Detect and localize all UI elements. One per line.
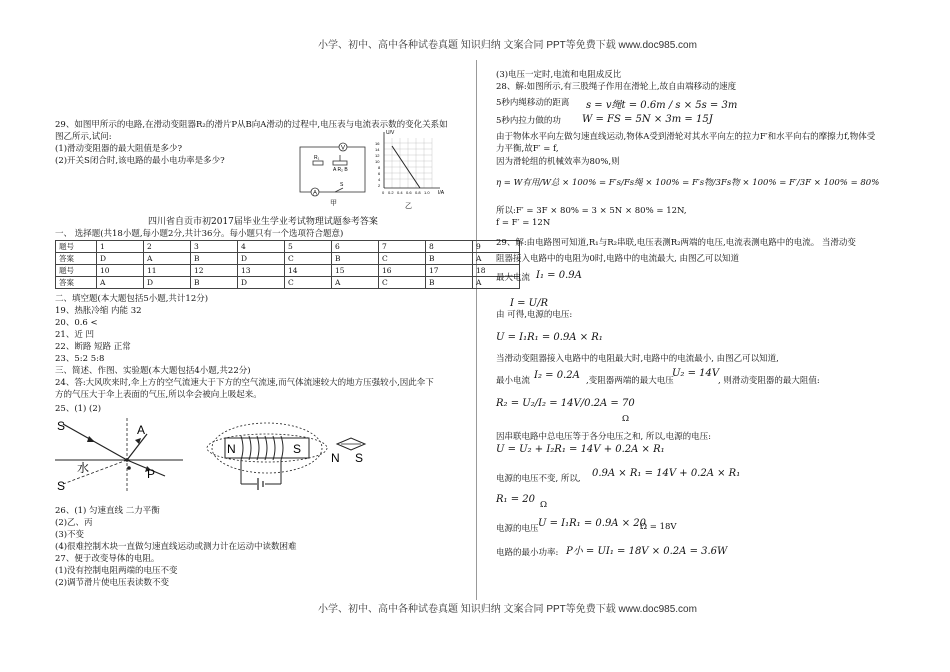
- table-cell: A: [97, 277, 144, 289]
- fig-jia-label: 甲: [330, 199, 337, 207]
- circuit-diagram: [295, 135, 375, 205]
- right-line-11: 29、解:由电路图可知道,R₁与R₂串联,电压表测R₂两端的电压,电流表测电路中的电流。 当滑动变: [496, 238, 856, 248]
- right-formula-22: R₁ = 20: [496, 494, 535, 505]
- y-tick: 16: [375, 141, 380, 146]
- right-formula-14: I = U/R: [510, 298, 549, 309]
- x-tick: 0.4: [397, 190, 403, 195]
- right-line-23: 电源的电压: [496, 524, 539, 534]
- right-formula-24: P小 = UI₁ = 18V × 0.2A = 3.6W: [566, 546, 728, 557]
- table-cell: 11: [144, 265, 191, 277]
- x-tick: 0.8: [415, 190, 421, 195]
- table-cell: 2: [144, 241, 191, 253]
- right-line-17b: ,变阻器两端的最大电压: [586, 376, 674, 386]
- answer-23: 23、5:2 5:8: [55, 354, 105, 364]
- table-cell: C: [285, 277, 332, 289]
- right-line-24: 电路的最小功率:: [496, 548, 559, 558]
- right-line-4: 5秒内拉力做的功: [496, 116, 561, 126]
- right-line-21: 电源的电压不变, 所以,: [496, 474, 581, 484]
- q29-line-3: (1)滑动变阻器的最大阻值是多少?: [55, 144, 183, 154]
- table-cell: 14: [285, 265, 332, 277]
- fill-in-heading: 二、填空题(本大题包括5小题,共计12分): [55, 294, 209, 304]
- table-cell: 12: [191, 265, 238, 277]
- answer-26-2: (2)乙、丙: [55, 518, 93, 528]
- q29-line-2: 图乙所示,试问:: [55, 132, 112, 142]
- label-s3: S: [293, 442, 302, 456]
- answer-26-4: (4)很难控制木块一直做匀速直线运动或测力计在运动中读数困难: [55, 542, 297, 552]
- answer-24-line-1: 24、答:大风吹来时,伞上方的空气流速大于下方的空气流速,而气体流速较大的地方压强较小,因此伞下: [55, 378, 434, 388]
- table-cell: A: [332, 277, 379, 289]
- page-header: 小学、初中、高中各种试卷真题 知识归纳 文案合同 PPT等免费下载 www.doc985.com: [318, 40, 697, 51]
- table-cell: 6: [332, 241, 379, 253]
- answer-26-3: (3)不变: [55, 530, 85, 540]
- answer-27-2: (2)调节滑片使电压表读数不变: [55, 578, 170, 588]
- answer-22: 22、断路 短路 正常: [55, 342, 131, 352]
- table-cell: 3: [191, 241, 238, 253]
- graph-ylabel: U/V: [386, 130, 395, 136]
- table-cell: A: [473, 277, 520, 289]
- right-line-19: 因串联电路中总电压等于各分电压之和, 所以,电源的电压:: [496, 432, 711, 442]
- q29-line-1: 29、如图甲所示的电路,在滑动变阻器R₂的滑片P从B向A滑动的过程中,电压表与电流表示数的变化关系如: [55, 120, 448, 130]
- table-cell: A: [144, 253, 191, 265]
- table-row: [56, 253, 520, 265]
- right-unit-18: Ω: [622, 414, 630, 424]
- section-3-heading: 三、简述、作图、实验题(本大题包括4小题,共22分): [55, 366, 251, 376]
- table-cell: B: [191, 277, 238, 289]
- answer-24-line-2: 方的气压大于伞上表面的气压,所以伞会被向上吸起来。: [55, 390, 262, 400]
- right-unit-23: Ω = 18V: [640, 522, 677, 532]
- answer-title: 四川省自贡市初2017届毕业生学业考试物理试题参考答案: [148, 217, 378, 227]
- table-cell: 题号: [56, 241, 97, 253]
- table-cell: C: [379, 253, 426, 265]
- q29-line-4: (2)开关S闭合时,该电路的最小电功率是多少?: [55, 156, 225, 166]
- label-water: 水: [77, 461, 90, 475]
- right-formula-8: η = W有用/W总 × 100% = F′s/Fs绳 × 100% = F′s物/3Fs物 × 100% = F′/3F × 100% = 80%: [496, 178, 880, 188]
- y-tick: 6: [378, 171, 381, 176]
- table-cell: 10: [97, 265, 144, 277]
- y-tick: 10: [375, 159, 380, 164]
- label-s2: S: [57, 479, 66, 493]
- right-formula-20: U = U₂ + I₂R₁ = 14V + 0.2A × R₁: [496, 444, 665, 455]
- section-1-heading: 一、 选择题(共18小题,每小题2分,共计36分。每小题只有一个选项符合题意): [55, 229, 344, 239]
- choice-answer-table: [55, 240, 520, 289]
- label-a: A: [137, 423, 146, 437]
- right-line-7: 因为滑轮组的机械效率为80%,则: [496, 157, 620, 167]
- answer-27-1: (1)没有控制电阻两端的电压不变: [55, 566, 178, 576]
- table-cell: 8: [426, 241, 473, 253]
- right-line-17c: , 则滑动变阻器的最大阻值:: [718, 376, 820, 386]
- x-tick: 0.2: [388, 190, 394, 195]
- table-row: [56, 265, 520, 277]
- answer-20: 20、0.6 <: [55, 318, 98, 328]
- table-cell: 15: [332, 265, 379, 277]
- right-formula-13: I₁ = 0.9A: [536, 270, 582, 281]
- answer-19: 19、热胀冷缩 内能 32: [55, 306, 142, 316]
- table-cell: 4: [238, 241, 285, 253]
- table-cell: C: [379, 277, 426, 289]
- svg-text:S: S: [340, 182, 344, 188]
- table-cell: A: [473, 253, 520, 265]
- x-tick: 0.6: [406, 190, 412, 195]
- right-line-5: 由于物体水平向左做匀速直线运动,物体A受到滑轮对其水平向左的拉力F′和水平向右的摩擦力f,物体受: [496, 132, 876, 142]
- right-formula-15: U = I₁R₁ = 0.9A × R₁: [496, 332, 603, 343]
- answer-21: 21、近 凹: [55, 330, 95, 340]
- svg-text:A R₂ B: A R₂ B: [333, 167, 348, 173]
- right-line-1: (3)电压一定时,电流和电阻成反比: [496, 70, 622, 80]
- table-row: [56, 241, 520, 253]
- label-n2: N: [331, 451, 340, 465]
- right-formula-3: s = v绳t = 0.6m / s × 5s = 3m: [586, 100, 738, 111]
- svg-text:A: A: [313, 190, 318, 197]
- table-cell: B: [426, 253, 473, 265]
- label-n: N: [227, 442, 236, 456]
- table-cell: C: [285, 253, 332, 265]
- uv-graph: [370, 128, 450, 200]
- svg-text:V: V: [341, 145, 346, 152]
- y-tick: 4: [378, 177, 381, 182]
- answer-26-1: 26、(1) 匀速直线 二力平衡: [55, 506, 160, 516]
- table-cell: D: [97, 253, 144, 265]
- right-formula-17: I₂ = 0.2A: [534, 370, 580, 381]
- x-tick: 1.0: [424, 190, 430, 195]
- right-formula-17g: U₂ = 14V: [672, 368, 720, 379]
- table-cell: B: [332, 253, 379, 265]
- table-cell: 题号: [56, 265, 97, 277]
- label-s: S: [57, 419, 66, 433]
- svg-text:R₁: R₁: [314, 155, 320, 161]
- table-cell: 1: [97, 241, 144, 253]
- graph-xlabel: I/A: [438, 190, 445, 196]
- table-cell: 5: [285, 241, 332, 253]
- right-formula-18: R₂ = U₂/I₂ = 14V/0.2A = 70: [496, 398, 635, 409]
- table-cell: 答案: [56, 277, 97, 289]
- right-line-10: f = F′ = 12N: [496, 218, 551, 228]
- right-line-14: 由 可得,电源的电压:: [496, 310, 573, 320]
- y-tick: 8: [378, 165, 381, 170]
- right-formula-23: U = I₁R₁ = 0.9A × 20: [538, 518, 646, 529]
- table-cell: 16: [379, 265, 426, 277]
- table-cell: 13: [238, 265, 285, 277]
- label-s4: S: [355, 451, 364, 465]
- optics-diagram: [55, 414, 185, 494]
- table-cell: 17: [426, 265, 473, 277]
- table-cell: 18: [473, 265, 520, 277]
- right-formula-21: 0.9A × R₁ = 14V + 0.2A × R₁: [592, 468, 741, 479]
- fig-yi-label: 乙: [405, 202, 412, 210]
- table-row: [56, 277, 520, 289]
- right-line-12: 阻器接入电路中的电阻为0时,电路中的电流最大, 由图乙可以知道: [496, 254, 740, 264]
- right-line-2: 28、解:如图所示,有三股绳子作用在滑轮上,故自由端移动的速度: [496, 82, 737, 92]
- y-tick: 2: [378, 183, 381, 188]
- table-cell: D: [238, 253, 285, 265]
- table-cell: D: [238, 277, 285, 289]
- y-tick: 14: [375, 147, 380, 152]
- right-line-16: 当滑动变阻器接入电路中的电阻最大时,电路中的电流最小, 由图乙可以知道,: [496, 354, 779, 364]
- page-footer: 小学、初中、高中各种试卷真题 知识归纳 文案合同 PPT等免费下载 www.doc985.com: [318, 604, 697, 615]
- table-cell: 答案: [56, 253, 97, 265]
- right-formula-4: W = FS = 5N × 3m = 15J: [582, 114, 713, 125]
- x-tick: 0: [382, 190, 385, 195]
- table-cell: B: [426, 277, 473, 289]
- column-divider: [476, 60, 477, 600]
- right-line-9: 所以:F′ = 3F × 80% = 3 × 5N × 80% = 12N,: [496, 206, 687, 216]
- electromagnet-diagram: [205, 414, 385, 494]
- answer-27: 27、便于改变导体的电阻。: [55, 554, 160, 564]
- y-tick: 12: [375, 153, 380, 158]
- table-cell: 7: [379, 241, 426, 253]
- table-cell: 9: [473, 241, 520, 253]
- right-line-17: 最小电流: [496, 376, 531, 386]
- label-p: P: [147, 467, 156, 481]
- right-unit-22: Ω: [540, 500, 548, 510]
- table-cell: D: [144, 277, 191, 289]
- right-line-6: 力平衡,故F′ = f,: [496, 144, 559, 154]
- right-line-13: 最大电流: [496, 273, 531, 283]
- answer-25-label: 25、(1) (2): [55, 404, 102, 414]
- table-cell: B: [191, 253, 238, 265]
- right-line-3: 5秒内绳移动的距离: [496, 98, 570, 108]
